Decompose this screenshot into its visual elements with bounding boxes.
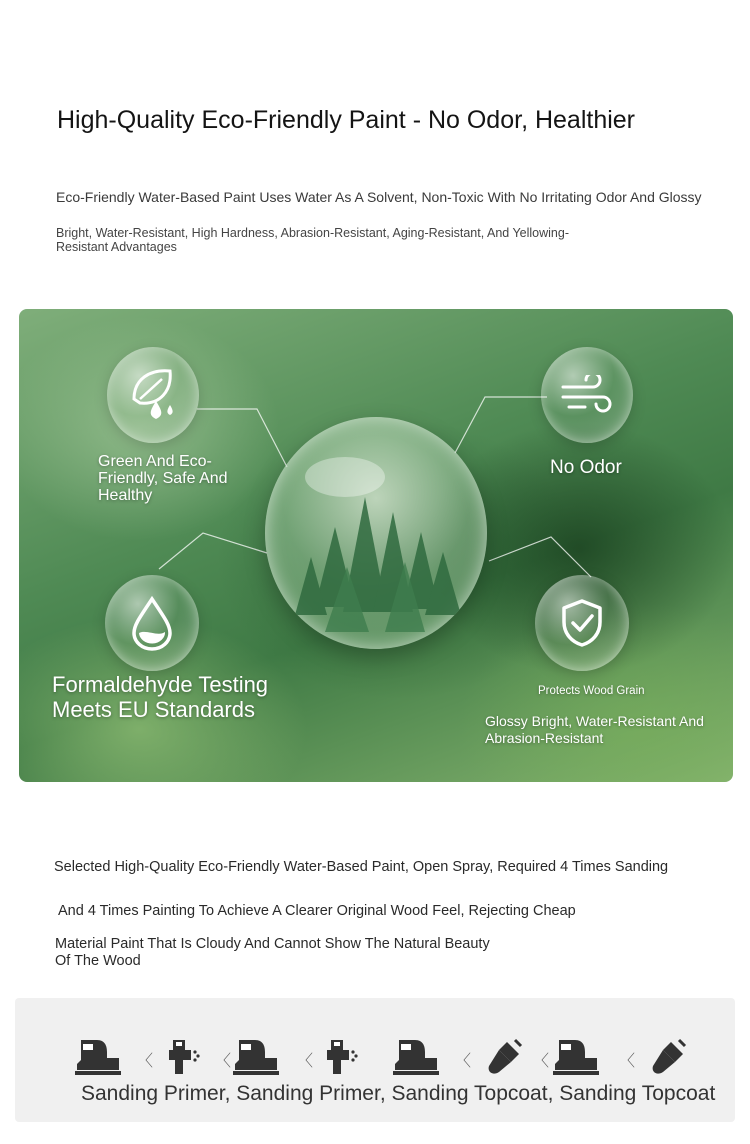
leaf-drop-icon xyxy=(126,365,180,425)
shield-check-icon xyxy=(560,598,604,648)
formaldehyde-label: Formaldehyde Testing Meets EU Standards xyxy=(52,672,269,722)
description-line-3: Material Paint That Is Cloudy And Cannot Show The Natural Beauty Of The Wood xyxy=(55,936,490,969)
no-odor-label: No Odor xyxy=(550,457,622,478)
sander-icon xyxy=(393,1038,441,1076)
forest-icon xyxy=(265,417,487,649)
subtitle-line-2: Bright, Water-Resistant, High Hardness, Abrasion-Resistant, Aging-Resistant, And Yellowing-Resistant Advantages xyxy=(56,226,569,254)
brush-icon xyxy=(649,1038,687,1076)
step-arrow: 〈 xyxy=(533,1053,550,1070)
forest-bubble xyxy=(265,417,487,649)
step-arrow: 〈 xyxy=(215,1053,232,1070)
brush-icon xyxy=(485,1038,523,1076)
glossy-label: Glossy Bright, Water-Resistant And Abrasion-Resistant xyxy=(485,713,704,746)
water-drop-icon xyxy=(130,595,174,651)
spray-gun-icon xyxy=(167,1038,201,1076)
leaf-bubble xyxy=(107,347,199,443)
wind-icon xyxy=(559,375,615,415)
spray-gun-icon xyxy=(325,1038,359,1076)
wind-bubble xyxy=(541,347,633,443)
step-arrow: 〈 xyxy=(137,1053,154,1070)
sander-icon xyxy=(233,1038,281,1076)
shield-bubble xyxy=(535,575,629,671)
protects-wood-label: Protects Wood Grain xyxy=(538,685,645,697)
process-steps xyxy=(75,1038,695,1078)
process-panel xyxy=(15,998,735,1122)
step-arrow: 〈 xyxy=(455,1053,472,1070)
page-title: High-Quality Eco-Friendly Paint - No Odor, Healthier xyxy=(57,106,636,134)
process-caption: Sanding Primer, Sanding Primer, Sanding Topcoat, Sanding Topcoat xyxy=(81,1082,716,1105)
step-arrow: 〈 xyxy=(619,1053,636,1070)
sander-icon xyxy=(75,1038,123,1076)
feature-banner xyxy=(19,309,733,782)
description-line-1: Selected High-Quality Eco-Friendly Water-Based Paint, Open Spray, Required 4 Times Sanding xyxy=(54,859,669,875)
drop-bubble xyxy=(105,575,199,671)
sander-icon xyxy=(553,1038,601,1076)
green-eco-label: Green And Eco-Friendly, Safe And Healthy xyxy=(98,453,228,504)
step-arrow: 〈 xyxy=(297,1053,314,1070)
subtitle-line-1: Eco-Friendly Water-Based Paint Uses Water As A Solvent, Non-Toxic With No Irritating Odor And Glossy xyxy=(56,189,702,205)
description-line-2: And 4 Times Painting To Achieve A Clearer Original Wood Feel, Rejecting Cheap xyxy=(58,903,576,919)
